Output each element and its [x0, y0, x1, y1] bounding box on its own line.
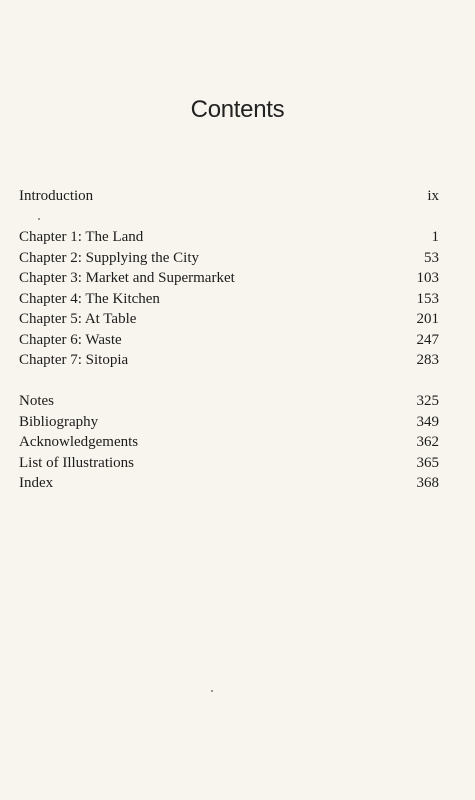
- toc-entry-page: 53: [424, 249, 439, 266]
- toc-entry[interactable]: [19, 412, 439, 433]
- toc-entry-label: Chapter 6: Waste: [19, 331, 122, 348]
- toc-entry-label: Chapter 2: Supplying the City: [19, 249, 199, 266]
- toc-chapters-group: [19, 227, 439, 371]
- page-title: Contents: [190, 96, 285, 123]
- toc-entry[interactable]: [19, 432, 439, 453]
- toc-entry[interactable]: [19, 350, 439, 371]
- toc-entry[interactable]: [19, 473, 439, 494]
- toc-entry[interactable]: [19, 268, 439, 289]
- paper-speck: [211, 690, 213, 692]
- toc-entry-page: 1: [431, 229, 439, 245]
- toc-entry-page: 349: [416, 413, 439, 430]
- toc-entry[interactable]: [19, 309, 439, 330]
- toc-entry-label: Chapter 7: Sitopia: [19, 352, 129, 368]
- toc-entry-label: Index: [19, 475, 54, 491]
- toc-entry[interactable]: [19, 330, 439, 351]
- toc-entry-label: List of Illustrations: [19, 454, 134, 471]
- toc-entry[interactable]: [19, 391, 439, 412]
- toc-entry[interactable]: [19, 453, 439, 474]
- toc-entry-label: Chapter 1: The Land: [19, 229, 144, 245]
- toc-entry-label: Chapter 3: Market and Supermarket: [19, 270, 235, 286]
- toc-entry[interactable]: [19, 248, 439, 269]
- toc-entry-label: Notes: [19, 393, 54, 409]
- paper-speck: [38, 218, 40, 220]
- toc-entry-label: Introduction: [19, 188, 94, 204]
- toc-entry-label: Bibliography: [19, 413, 99, 430]
- toc-entry-page: 153: [416, 290, 439, 307]
- toc-back-matter-group: [19, 391, 439, 494]
- toc-entry-page: 201: [416, 311, 439, 327]
- toc-entry-page: 283: [416, 352, 439, 368]
- toc-entry-page: 103: [416, 270, 439, 286]
- toc-entry-label: Acknowledgements: [19, 434, 139, 450]
- toc-entry-page: 325: [416, 393, 439, 409]
- toc-entry-page: 362: [416, 434, 439, 450]
- toc-entry-page: 247: [416, 331, 439, 348]
- toc-entry-page: 365: [416, 454, 439, 471]
- toc-entry-label: Chapter 4: The Kitchen: [19, 290, 160, 307]
- toc-entry-label: Chapter 5: At Table: [19, 311, 137, 327]
- toc-entry[interactable]: [19, 227, 439, 248]
- toc-entry[interactable]: [19, 186, 439, 207]
- toc-entry-page: ix: [427, 188, 439, 204]
- toc-entry[interactable]: [19, 289, 439, 310]
- toc-introduction-group: [19, 186, 439, 207]
- toc-entry-page: 368: [416, 475, 439, 491]
